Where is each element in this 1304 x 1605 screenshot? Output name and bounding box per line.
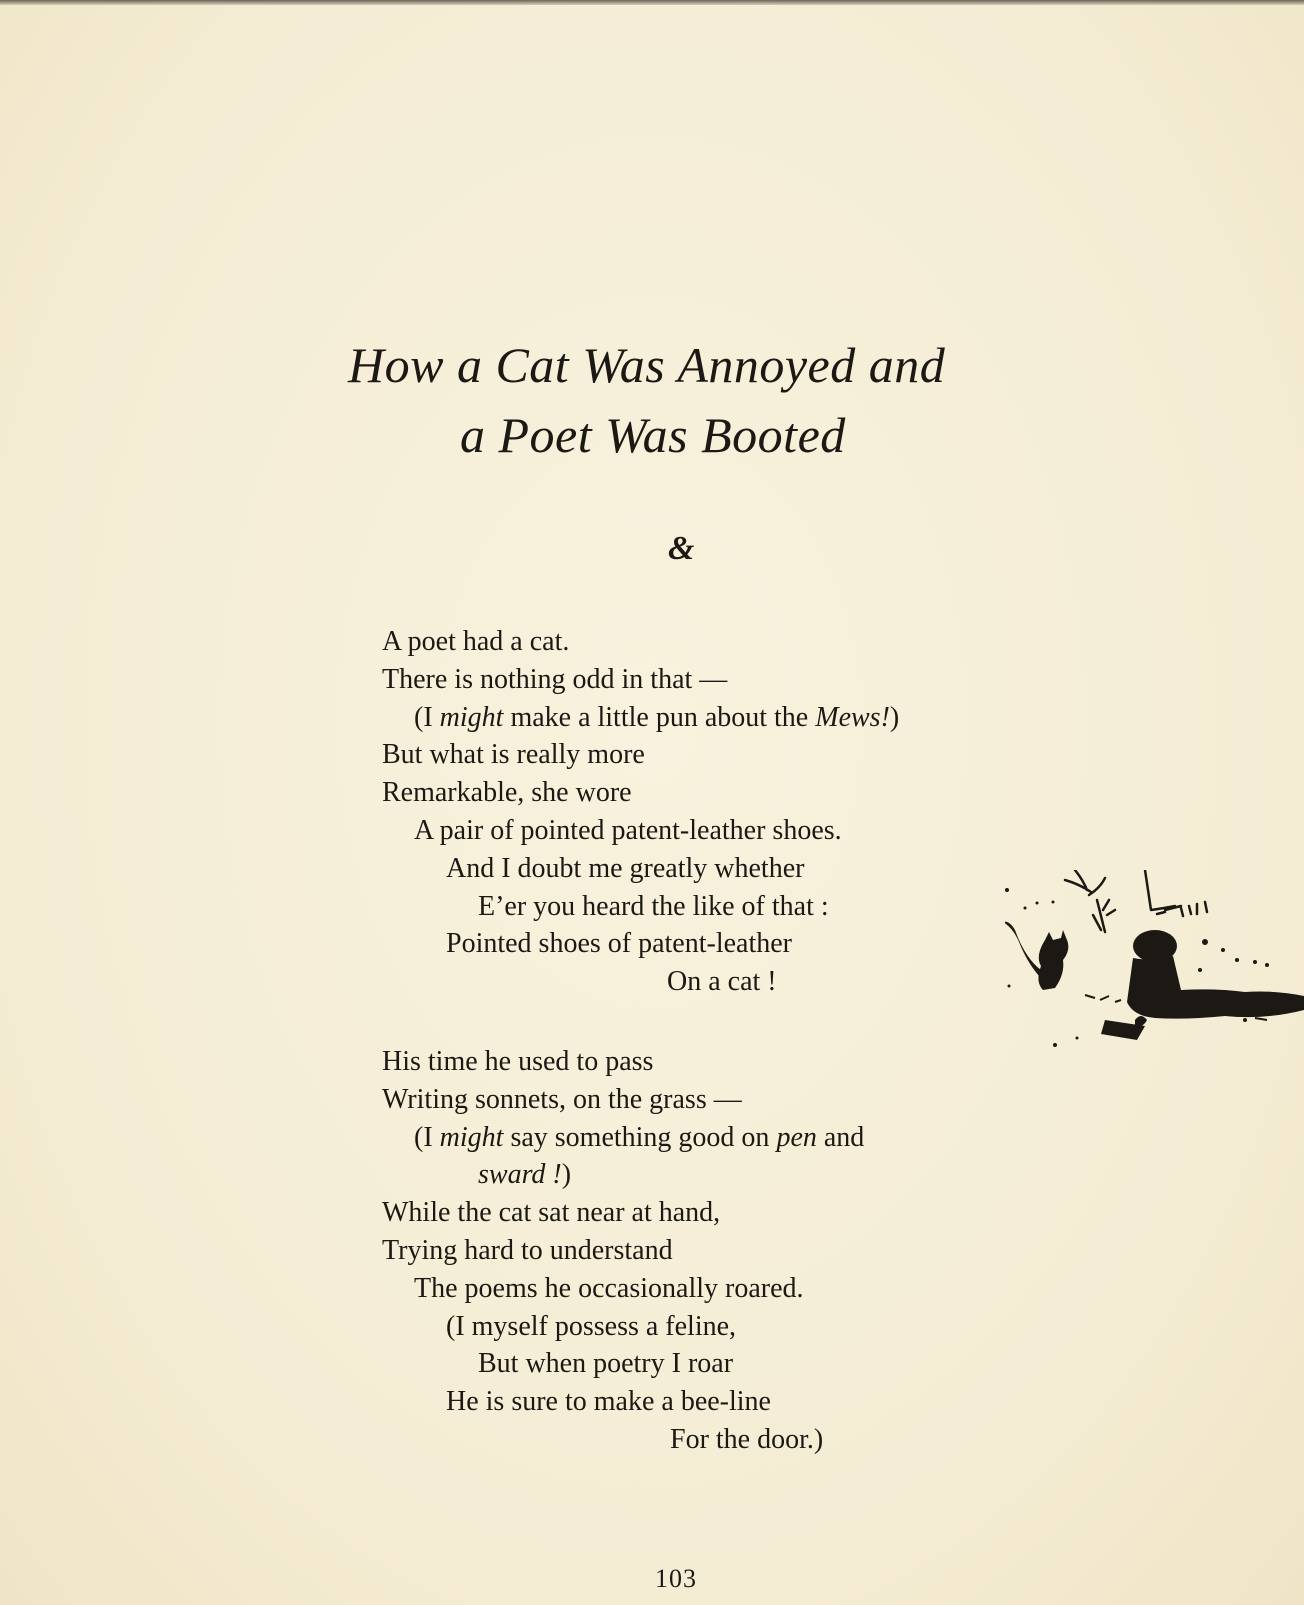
verse-text: and — [816, 1121, 865, 1153]
verse-line: But what is really more — [382, 739, 645, 771]
stanza-1 — [382, 623, 899, 1001]
verse-line: His time he used to pass — [382, 1046, 654, 1077]
title-line-1: How a Cat Was Annoyed and — [348, 337, 946, 393]
verse-line: On a cat ! — [667, 966, 777, 998]
verse-italic: might — [439, 701, 504, 733]
verse-line: While the cat sat near at hand, — [382, 1197, 721, 1229]
verse-line: Trying hard to understand — [382, 1234, 673, 1266]
verse-text: say something good on — [503, 1121, 777, 1153]
verse-text: (I — [414, 1121, 440, 1153]
verse-line: A pair of pointed patent-leather shoes. — [414, 814, 842, 846]
verse-text: ) — [561, 1159, 572, 1191]
verse-line: There is nothing odd in that — — [382, 663, 728, 695]
verse-line — [382, 1119, 864, 1157]
poet-and-cat-illustration-icon — [1005, 870, 1304, 1085]
verse-line: Remarkable, she wore — [382, 777, 632, 809]
verse-italic: sward ! — [478, 1159, 562, 1191]
verse-text: make a little pun about the — [503, 701, 816, 733]
verse-text: ) — [889, 701, 900, 733]
page-number: 103 — [655, 1564, 697, 1593]
poem-title — [300, 330, 1060, 470]
verse-line: Writing sonnets, on the grass — — [382, 1083, 742, 1115]
verse-line: He is sure to make a bee-line — [446, 1386, 771, 1418]
verse-italic: might — [439, 1121, 504, 1153]
verse-italic: Mews! — [815, 701, 890, 733]
verse-line: E’er you heard the like of that : — [478, 890, 829, 922]
ampersand-ornament: & — [668, 530, 695, 567]
verse-line: A poet had a cat. — [382, 626, 570, 657]
verse-line: For the door.) — [670, 1423, 824, 1455]
verse-line: And I doubt me greatly whether — [446, 852, 805, 884]
verse-line: Pointed shoes of patent-leather — [446, 928, 793, 960]
verse-line: The poems he occasionally roared. — [414, 1272, 804, 1304]
verse-line — [382, 1156, 864, 1194]
verse-italic: pen — [776, 1121, 817, 1153]
verse-text: (I — [414, 701, 440, 733]
stanza-2 — [382, 1043, 864, 1459]
verse-line — [382, 699, 899, 737]
page-top-edge — [0, 0, 1304, 5]
title-line-2: a Poet Was Booted — [460, 407, 846, 463]
verse-line: (I myself possess a feline, — [446, 1310, 737, 1342]
verse-line: But when poetry I roar — [478, 1348, 734, 1380]
